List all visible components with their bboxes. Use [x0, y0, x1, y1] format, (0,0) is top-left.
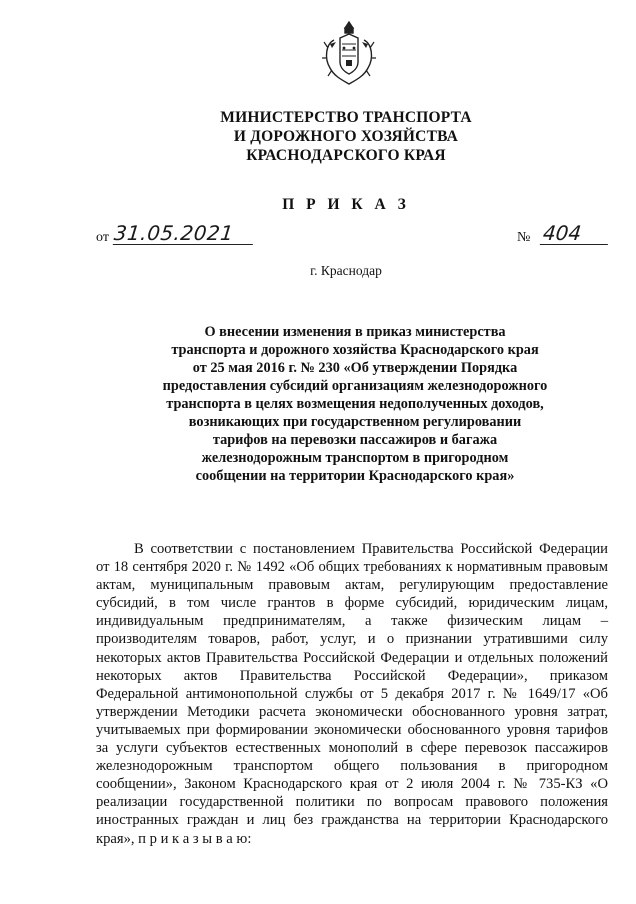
coat-of-arms-emblem [320, 18, 378, 88]
order-title-line: от 25 мая 2016 г. № 230 «Об утверждении Порядка [192, 360, 518, 376]
body-line: за услуги субъектов естественных монополий в сфере перевозок пассажиров [96, 740, 608, 757]
order-number: 404 [540, 222, 610, 245]
body-line: актам, муниципальным правовым актам, регулирующим предоставление [96, 577, 608, 594]
body-line: утверждении Методики расчета экономически обоснованного уровня затрат, [96, 703, 608, 720]
order-title-line: сообщении на территории Краснодарского края» [195, 468, 515, 484]
order-title-line: транспорта в целях возмещения недополученных доходов, [166, 396, 544, 412]
order-title [130, 323, 580, 485]
ministry-name-line: МИНИСТЕРСТВО ТРАНСПОРТА [220, 109, 472, 126]
order-title-line: тарифов на перевозки пассажиров и багажа [212, 432, 498, 448]
city: г. Краснодар [310, 263, 382, 278]
order-title-line: предоставления субсидий организациям железнодорожного [162, 378, 548, 394]
ministry-name [0, 108, 636, 165]
order-title-line: возникающих при государственном регулировании [188, 414, 522, 430]
body-line: индивидуальным предпринимателям, а также физическим лицам – [96, 613, 608, 630]
document-type: П Р И К А З [282, 196, 410, 213]
body-line: железнодорожным транспортом общего пользования в пригородном [96, 758, 608, 775]
order-title-line: транспорта и дорожного хозяйства Краснодарского края [171, 342, 539, 358]
body-line: производителям товаров, работ, услуг, и о признании утратившими силу [96, 631, 608, 648]
body-line: некоторых актов Правительства Российской Федерации и отдельных положений [96, 649, 608, 666]
order-title-line: железнодорожным транспортом в пригородном [201, 450, 509, 466]
date-number-row [96, 222, 608, 248]
ministry-name-line: И ДОРОЖНОГО ХОЗЯЙСТВА [233, 128, 459, 145]
date-label: от [96, 230, 109, 245]
body-line: учитываемых при формировании экономически обоснованного уровня тарифов [96, 721, 608, 738]
number-label: № [517, 230, 531, 245]
body-line: сообщении», Законом Краснодарского края от 2 июля 2004 г. № 735-КЗ «О [96, 776, 608, 793]
order-body [96, 540, 608, 848]
body-line: края», п р и к а з ы в а ю: [96, 830, 252, 847]
body-line: от 18 сентября 2020 г. № 1492 «Об общих требованиях к нормативным правовым [96, 559, 608, 576]
body-line: иностранных граждан и лиц без гражданства на территории Краснодарского [96, 812, 608, 829]
body-line: субсидий, в том числе грантов в форме субсидий, юридическим лицам, [96, 595, 608, 612]
body-line: В соответствии с постановлением Правительства Российской Федерации [134, 541, 608, 557]
order-date: 31.05.2021 [113, 222, 255, 245]
body-line: Федеральной антимонопольной службы от 5 декабря 2017 г. № 1649/17 «Об [96, 685, 608, 702]
body-line: реализации государственной политики по вопросам правового положения [96, 794, 608, 811]
body-line: некоторых актов Правительства Российской Федерации», приказом [96, 667, 608, 684]
order-title-line: О внесении изменения в приказ министерства [204, 324, 506, 340]
ministry-name-line: КРАСНОДАРСКОГО КРАЯ [246, 147, 446, 164]
